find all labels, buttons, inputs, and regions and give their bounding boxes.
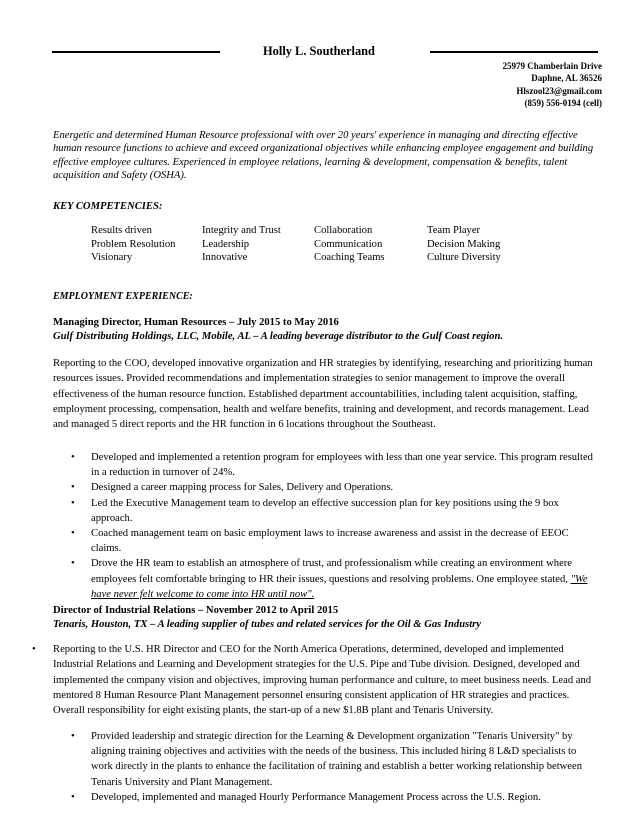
contact-street: 25979 Chamberlain Drive [502, 61, 602, 71]
competency-item: Team Player [427, 225, 481, 236]
bullet-text: Led the Executive Management team to develop an effective succession plan for key positions using the 9 box approach. [91, 497, 559, 524]
job1-bullets [53, 450, 598, 602]
job2-description: Reporting to the U.S. HR Director and CEO for the North America Operations, determined, developed and implemented Industrial Relations and Learning and Development strategies for the U.S. Pipe and Tube division. Designed, developed and implemented the company vision and objectives, improving human performance and culture, to meet business needs. Lead and mentored 8 Human Resource Plant Management personnel ensuring consistent application of HR strategies and practices. Overall responsibility for eight existing plants, the start-up of a new $1.8B plant and Tenaris University. [53, 644, 592, 717]
bullet-icon: • [71, 452, 75, 463]
bullet-icon: • [71, 791, 75, 803]
contact-phone: (859) 556-0194 (cell) [524, 98, 602, 109]
competency-item: Culture Diversity [427, 252, 501, 263]
competency-item: Collaboration [314, 225, 373, 236]
bullet-icon: • [71, 528, 75, 540]
job1-company: Gulf Distributing Holdings, LLC, Mobile, AL – A leading beverage distributor to the Gulf Coast region. [53, 331, 503, 342]
competency-item: Communication [314, 238, 383, 250]
list-item [53, 496, 598, 526]
job2-title: Director of Industrial Relations – November 2012 to April 2015 [53, 605, 339, 616]
bullet-icon: • [32, 644, 36, 655]
job2-description-item [32, 642, 598, 718]
competency-item: Decision Making [427, 238, 501, 250]
bullet-icon: • [71, 558, 75, 570]
contact-block [503, 60, 603, 110]
competencies-heading: KEY COMPETENCIES: [53, 201, 163, 212]
bullet-text: Drove the HR team to establish an atmosphere of trust, and professionalism while creating an environment where employees felt comfortable bringing to HR their issues, questions and resolving problems. One employee stated, [91, 558, 572, 585]
employee-quote: "We have never felt welcome to come into HR until now". [91, 573, 588, 600]
competency-item: Integrity and Trust [202, 225, 281, 236]
job1-title: Managing Director, Human Resources – July 2015 to May 2016 [53, 317, 339, 328]
bullet-text: Designed a career mapping process for Sales, Delivery and Operations. [91, 482, 394, 494]
list-item [53, 450, 598, 480]
list-item [53, 526, 598, 556]
bullet-icon: • [71, 731, 75, 742]
competency-item: Visionary [91, 252, 133, 263]
job2-bullets [53, 729, 598, 805]
bullet-text: Developed and implemented a retention program for employees with less than one year service. This program resulted in a reduction in turnover of 24%. [91, 452, 593, 479]
competency-item: Coaching Teams [314, 252, 385, 263]
competency-item: Leadership [202, 238, 250, 250]
competency-item: Results driven [91, 225, 152, 236]
employment-heading: EMPLOYMENT EXPERIENCE: [53, 291, 193, 302]
bullet-text: Provided leadership and strategic direction for the Learning & Development organization "Tenaris University" by aligning training objectives and activities with the needs of the business. This included hiring 8 L&D specialists to work directly in the plants to enhance the facilitation of training and establish a better working relationship between Tenaris University and Plant Management. [91, 731, 582, 788]
bullet-icon: • [71, 497, 75, 509]
professional-summary: Energetic and determined Human Resource professional with over 20 years' experience in managing and directing effective human resource functions to achieve and exceed organizational objectives while enhancing employee engagement and building effective employee cultures. Experienced in employee relations, learning & development, compensation & benefits, talent acquisition and Safety (OSHA). [53, 130, 594, 181]
candidate-name: Holly L. Southerland [263, 44, 375, 58]
job2-company: Tenaris, Houston, TX – A leading supplier of tubes and related services for the Oil & Gas Industry [53, 619, 482, 630]
resume-header [0, 44, 638, 58]
bullet-icon: • [71, 482, 75, 494]
bullet-text: Developed, implemented and managed Hourly Performance Management Process across the U.S. Region. [91, 791, 541, 803]
header-rule-right [430, 51, 598, 53]
competency-item: Innovative [202, 252, 248, 263]
job1-description: Reporting to the COO, developed innovative organization and HR strategies by identifying, researching and prioritizing human resources issues. Provided recommendations and implementation strategies to senior management to improve the overall effectiveness of the human resource function. Established department accountabilities, including talent acquisition, staffing, employment processing, compensation, health and welfare benefits, training and development, and records management. Lead and managed 5 direct reports and the HR function in 6 locations throughout the Southeast. [53, 358, 593, 431]
competency-item: Problem Resolution [91, 238, 176, 250]
contact-city: Daphne, AL 36526 [531, 73, 602, 84]
bullet-text: Coached management team on basic employment laws to increase awareness and assist in the decrease of EEOC claims. [91, 528, 569, 555]
list-item [53, 790, 598, 805]
list-item [53, 480, 598, 495]
list-item [53, 556, 598, 602]
contact-email[interactable]: Hlszool23@gmail.com [516, 85, 602, 96]
list-item [53, 729, 598, 790]
